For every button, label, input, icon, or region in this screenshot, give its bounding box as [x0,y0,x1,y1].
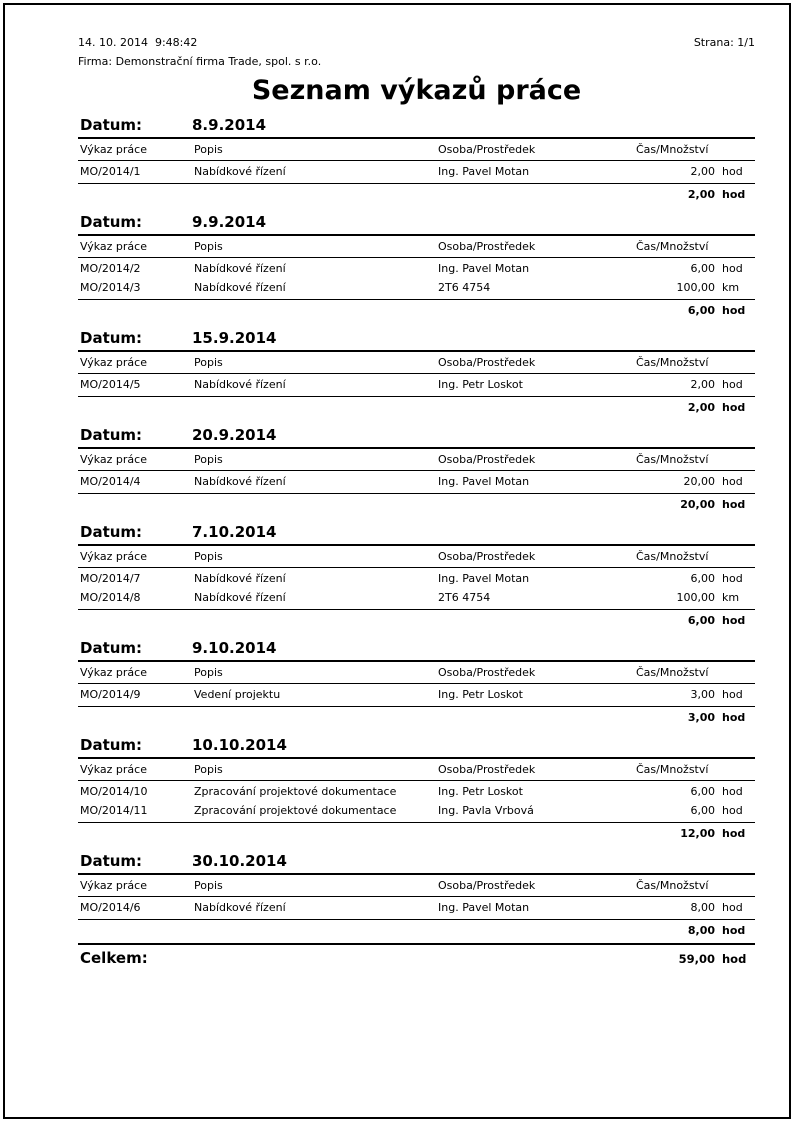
subtotal-row [78,610,755,630]
table-header-row [78,662,755,684]
subtotal-unit: hod [722,711,746,724]
cell-vykaz-prace: MO/2014/6 [80,901,141,914]
cell-unit: hod [722,165,743,178]
datum-header-row [78,211,755,236]
subtotal-value: 20,00 [680,498,715,511]
cell-value: 100,00 [676,591,715,604]
subtotal-cell [635,401,755,415]
datum-label: Datum: [80,116,143,134]
cell-cas-mnozstvi [635,375,755,394]
table-row [78,472,755,491]
cell-osoba-prostredek: Ing. Pavla Vrbová [438,804,534,817]
subtotal-cell [635,711,755,725]
cell-unit: hod [722,785,743,798]
subtotal-cell [635,304,755,318]
subtotal-row [78,823,755,843]
column-header-popis: Popis [194,143,223,156]
cell-popis: Nabídkové řízení [194,591,286,604]
table-header-row [78,236,755,258]
cell-value: 100,00 [676,281,715,294]
datum-header-row [78,521,755,546]
column-header-cas: Čas/Množství [636,453,709,466]
cell-cas-mnozstvi [635,898,755,917]
datum-date: 15.9.2014 [192,329,277,347]
cell-vykaz-prace: MO/2014/5 [80,378,141,391]
subtotal-value: 2,00 [687,188,715,201]
subtotal-row [78,397,755,417]
subtotal-value: 8,00 [687,924,715,937]
table-rows [78,897,755,920]
datum-date: 9.9.2014 [192,213,267,231]
cell-value: 2,00 [690,165,715,178]
cell-osoba-prostredek: Ing. Pavel Motan [438,572,530,585]
cell-osoba-prostredek: Ing. Pavel Motan [438,262,530,275]
cell-cas-mnozstvi [635,801,755,820]
datum-date: 10.10.2014 [192,736,287,754]
cell-popis: Nabídkové řízení [194,901,286,914]
cell-popis: Zpracování projektové dokumentace [194,804,397,817]
cell-popis: Nabídkové řízení [194,475,286,488]
cell-cas-mnozstvi [635,569,755,588]
cell-cas-mnozstvi [635,588,755,607]
column-header-cas: Čas/Množství [636,550,709,563]
column-header-popis: Popis [194,550,223,563]
meta-row [78,36,755,50]
date-section [78,424,755,514]
column-header-vykaz: Výkaz práce [80,240,147,253]
datum-label: Datum: [80,736,143,754]
subtotal-value: 2,00 [687,401,715,414]
cell-vykaz-prace: MO/2014/3 [80,281,141,294]
datum-date: 20.9.2014 [192,426,277,444]
datum-date: 9.10.2014 [192,639,277,657]
cell-value: 6,00 [690,785,715,798]
cell-unit: hod [722,688,743,701]
table-row [78,162,755,181]
firm-name: Firma: Demonstrační firma Trade, spol. s r.o. [78,55,322,68]
datum-header-row [78,327,755,352]
column-header-popis: Popis [194,240,223,253]
cell-unit: km [722,281,740,294]
subtotal-row [78,707,755,727]
table-row [78,801,755,820]
grand-total-label: Celkem: [80,949,148,967]
cell-osoba-prostredek: Ing. Pavel Motan [438,475,530,488]
subtotal-row [78,494,755,514]
subtotal-cell [635,498,755,512]
cell-unit: hod [722,378,743,391]
subtotal-value: 6,00 [687,614,715,627]
cell-vykaz-prace: MO/2014/2 [80,262,141,275]
column-header-cas: Čas/Množství [636,356,709,369]
cell-unit: hod [722,901,743,914]
cell-popis: Nabídkové řízení [194,572,286,585]
table-rows [78,161,755,184]
cell-popis: Zpracování projektové dokumentace [194,785,397,798]
date-section [78,850,755,940]
cell-vykaz-prace: MO/2014/8 [80,591,141,604]
cell-value: 6,00 [690,804,715,817]
table-rows [78,471,755,494]
column-header-osoba: Osoba/Prostředek [438,356,536,369]
grand-total-value-cell [635,952,755,966]
date-sections [78,114,755,940]
grand-total-value: 59,00 [678,952,715,966]
cell-value: 3,00 [690,688,715,701]
column-header-osoba: Osoba/Prostředek [438,240,536,253]
cell-popis: Nabídkové řízení [194,262,286,275]
cell-osoba-prostredek: Ing. Petr Loskot [438,378,523,391]
subtotal-unit: hod [722,614,746,627]
column-header-vykaz: Výkaz práce [80,143,147,156]
column-header-osoba: Osoba/Prostředek [438,453,536,466]
cell-vykaz-prace: MO/2014/11 [80,804,148,817]
column-header-popis: Popis [194,356,223,369]
column-header-osoba: Osoba/Prostředek [438,143,536,156]
datum-label: Datum: [80,852,143,870]
datum-label: Datum: [80,213,143,231]
date-section [78,327,755,417]
table-rows [78,258,755,300]
table-row [78,685,755,704]
cell-popis: Nabídkové řízení [194,165,286,178]
cell-vykaz-prace: MO/2014/7 [80,572,141,585]
cell-value: 2,00 [690,378,715,391]
grand-total-row [78,943,755,967]
cell-value: 6,00 [690,572,715,585]
cell-osoba-prostredek: 2T6 4754 [438,591,491,604]
cell-vykaz-prace: MO/2014/10 [80,785,148,798]
subtotal-unit: hod [722,304,746,317]
subtotal-cell [635,924,755,938]
cell-osoba-prostredek: Ing. Petr Loskot [438,688,523,701]
cell-popis: Nabídkové řízení [194,281,286,294]
column-header-popis: Popis [194,879,223,892]
column-header-cas: Čas/Množství [636,763,709,776]
datum-header-row [78,114,755,139]
cell-unit: hod [722,475,743,488]
date-section [78,521,755,630]
table-rows [78,568,755,610]
subtotal-cell [635,614,755,628]
subtotal-row [78,184,755,204]
subtotal-row [78,300,755,320]
datum-label: Datum: [80,329,143,347]
grand-total-unit: hod [722,952,747,966]
column-header-popis: Popis [194,763,223,776]
datum-label: Datum: [80,523,143,541]
table-rows [78,781,755,823]
column-header-osoba: Osoba/Prostředek [438,666,536,679]
column-header-vykaz: Výkaz práce [80,879,147,892]
table-header-row [78,139,755,161]
date-section [78,734,755,843]
column-header-cas: Čas/Množství [636,143,709,156]
column-header-vykaz: Výkaz práce [80,356,147,369]
column-header-cas: Čas/Množství [636,240,709,253]
date-section [78,211,755,320]
table-header-row [78,449,755,471]
datum-date: 30.10.2014 [192,852,287,870]
subtotal-unit: hod [722,188,746,201]
subtotal-value: 12,00 [680,827,715,840]
table-row [78,278,755,297]
column-header-popis: Popis [194,666,223,679]
table-rows [78,684,755,707]
column-header-cas: Čas/Množství [636,666,709,679]
table-row [78,898,755,917]
cell-osoba-prostredek: Ing. Petr Loskot [438,785,523,798]
cell-vykaz-prace: MO/2014/9 [80,688,141,701]
cell-popis: Vedení projektu [194,688,281,701]
table-header-row [78,546,755,568]
page-number: Strana: 1/1 [693,36,755,49]
subtotal-value: 6,00 [687,304,715,317]
cell-unit: km [722,591,740,604]
column-header-osoba: Osoba/Prostředek [438,763,536,776]
column-header-osoba: Osoba/Prostředek [438,879,536,892]
date-section [78,637,755,727]
cell-value: 6,00 [690,262,715,275]
cell-vykaz-prace: MO/2014/4 [80,475,141,488]
table-row [78,782,755,801]
cell-value: 20,00 [683,475,715,488]
subtotal-cell [635,827,755,841]
datum-header-row [78,424,755,449]
cell-osoba-prostredek: Ing. Pavel Motan [438,901,530,914]
cell-osoba-prostredek: 2T6 4754 [438,281,491,294]
table-rows [78,374,755,397]
subtotal-cell [635,188,755,202]
table-row [78,259,755,278]
datum-header-row [78,734,755,759]
datum-header-row [78,850,755,875]
datum-label: Datum: [80,426,143,444]
cell-cas-mnozstvi [635,259,755,278]
column-header-vykaz: Výkaz práce [80,763,147,776]
cell-vykaz-prace: MO/2014/1 [80,165,141,178]
cell-osoba-prostredek: Ing. Pavel Motan [438,165,530,178]
cell-cas-mnozstvi [635,278,755,297]
cell-unit: hod [722,262,743,275]
table-header-row [78,875,755,897]
column-header-popis: Popis [194,453,223,466]
report-content [78,36,755,967]
datum-date: 8.9.2014 [192,116,267,134]
cell-cas-mnozstvi [635,685,755,704]
subtotal-unit: hod [722,827,746,840]
cell-unit: hod [722,572,743,585]
cell-value: 8,00 [690,901,715,914]
report-title: Seznam výkazů práce [251,75,582,106]
subtotal-unit: hod [722,401,746,414]
cell-cas-mnozstvi [635,782,755,801]
column-header-vykaz: Výkaz práce [80,453,147,466]
subtotal-row [78,920,755,940]
cell-cas-mnozstvi [635,162,755,181]
datum-header-row [78,637,755,662]
cell-cas-mnozstvi [635,472,755,491]
column-header-vykaz: Výkaz práce [80,666,147,679]
datum-label: Datum: [80,639,143,657]
subtotal-unit: hod [722,498,746,511]
table-header-row [78,352,755,374]
subtotal-unit: hod [722,924,746,937]
table-header-row [78,759,755,781]
report-datetime: 14. 10. 2014 9:48:42 [78,36,198,49]
table-row [78,569,755,588]
cell-popis: Nabídkové řízení [194,378,286,391]
table-row [78,375,755,394]
datum-date: 7.10.2014 [192,523,277,541]
cell-unit: hod [722,804,743,817]
column-header-cas: Čas/Množství [636,879,709,892]
date-section [78,114,755,204]
subtotal-value: 3,00 [687,711,715,724]
table-row [78,588,755,607]
column-header-osoba: Osoba/Prostředek [438,550,536,563]
column-header-vykaz: Výkaz práce [80,550,147,563]
